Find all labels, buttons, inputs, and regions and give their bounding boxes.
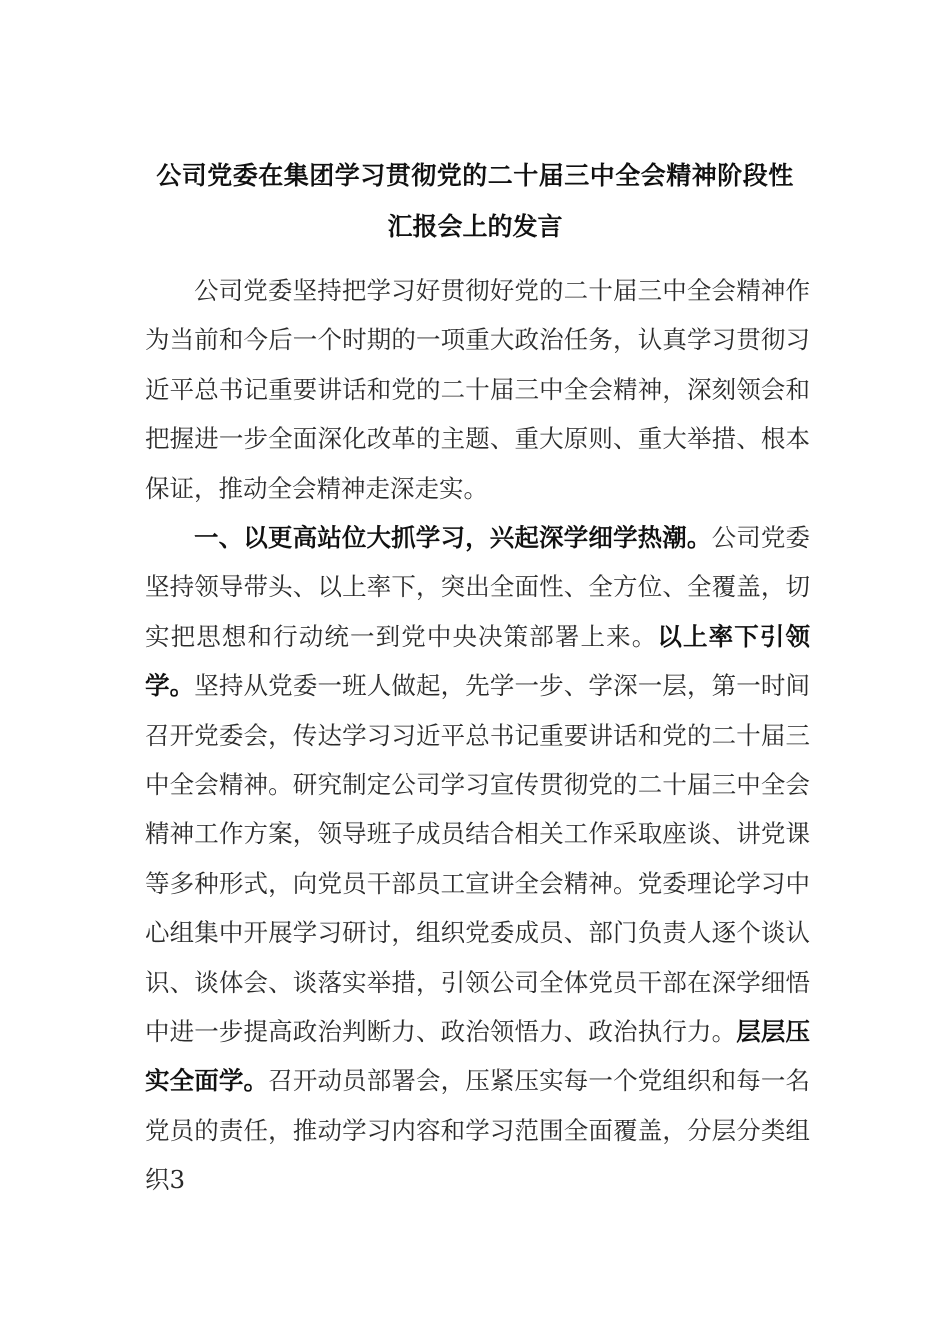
intro-paragraph: 公司党委坚持把学习好贯彻好党的二十届三中全会精神作为当前和今后一个时期的一项重大政治任务，认真学习贯彻习近平总书记重要讲话和党的二十届三中全会精神，深刻领会和把握进一步全面深化改革的主题、重大原则、重大举措、根本保证，推动全会精神走深走实。 — [145, 276, 810, 503]
section-1-paragraph — [145, 513, 810, 1205]
section-1-text-c: 召开动员部署会，压紧压实每一个党组织和每一名党员的责任，推动学习内容和学习范围全面覆盖，分层分类组织3 — [145, 1066, 811, 1195]
document-title-line-2: 汇报会上的发言 — [387, 212, 563, 241]
subsection-heading-lead-by-example: 以上率下引领学。 — [145, 621, 811, 701]
document-title-line-1: 公司党委在集团学习贯彻党的二十届三中全会精神阶段性 — [156, 161, 794, 190]
section-1-text-a: 公司党委坚持领导带头、以上率下，突出全面性、全方位、全覆盖，切实把思想和行动统一到党中央决策部署上来。 — [145, 523, 810, 651]
subsection-heading-layered-study: 层层压实全面学。 — [145, 1017, 811, 1096]
section-1-text-b: 坚持从党委一班人做起，先学一步、学深一层，第一时间召开党委会，传达学习习近平总书记重要讲话和党的二十届三中全会精神。研究制定公司学习宣传贯彻党的二十届三中全会精神工作方案，领导班子成员结合相关工作采取座谈、讲党课等多种形式，向党员干部员工宣讲全会精神。党委理论学习中心组集中开展学习研讨，组织党委成员、部门负责人逐个谈认识、谈体会、谈落实举措，引领公司全体党员干部在深学细悟中进一步提高政治判断力、政治领悟力、政治执行力。 — [145, 671, 811, 1047]
section-1-heading: 一、以更高站位大抓学习，兴起深学细学热潮。 — [194, 523, 712, 552]
